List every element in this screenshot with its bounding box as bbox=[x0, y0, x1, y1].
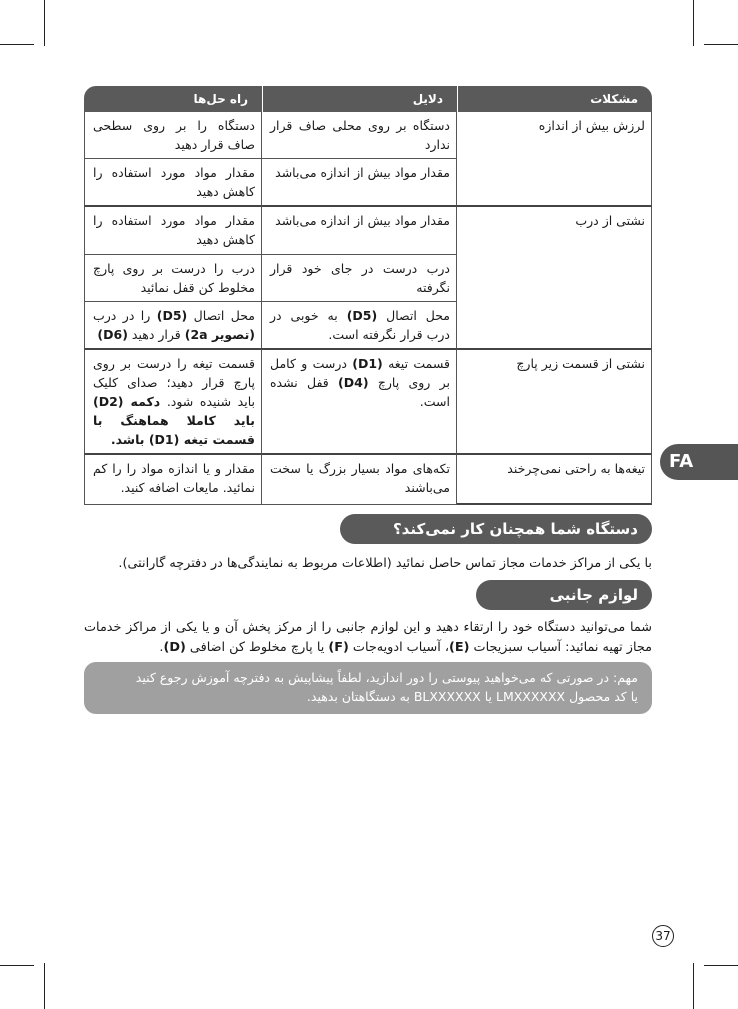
page-number: 37 bbox=[652, 925, 674, 947]
part-code: (D1) bbox=[352, 356, 383, 371]
solution-cell bbox=[84, 350, 262, 455]
part-code: (D6) bbox=[97, 327, 128, 342]
cause-text: درست و کامل بر روی پارچ bbox=[270, 356, 450, 390]
solution-cell: مقدار و یا اندازه مواد را را کم نمائید. مایعات اضافه کنید. bbox=[84, 455, 262, 505]
accessories-text: شما می‌توانید دستگاه خود را ارتقاء دهید و این لوازم جانبی را از مرکز پخش آن و یا یکی از مراکز خدمات مجاز تهیه نمائید: آسیاب سبزیجات bbox=[84, 620, 652, 655]
note-line: مهم: در صورتی که می‌خواهید پیوستی را دور اندازید، لطفاً پیشاپیش به دفترچه آموزش رجوع کنید bbox=[135, 670, 638, 685]
solution-cell: درب را درست بر روی پارچ مخلوط کن قفل نمائید bbox=[84, 255, 262, 302]
troubleshooting-table bbox=[84, 86, 652, 505]
crop-mark bbox=[44, 963, 45, 1009]
cause-cell: مقدار مواد بیش از اندازه می‌باشد bbox=[262, 159, 457, 207]
problem-cell: نشتی از قسمت زیر پارچ bbox=[457, 350, 652, 455]
accessories-text: . bbox=[159, 640, 164, 655]
problem-cell: تیغه‌ها به راحتی نمی‌چرخند bbox=[457, 455, 652, 505]
header-problems: مشکلات bbox=[457, 86, 652, 112]
header-solutions: راه حل‌ها bbox=[84, 86, 262, 112]
solution-text: قسمت تیغه را درست بر روی پارچ قرار دهید؛ صدای کلیک باید شنیده شود. bbox=[93, 356, 255, 409]
section-body-not-working: با یکی از مراکز خدمات مجاز تماس حاصل نمائید (اطلاعات مربوط به نمایندگی‌ها در دفترچه گارانتی). bbox=[118, 556, 652, 571]
solution-text: را در درب bbox=[93, 308, 151, 323]
cause-text: قسمت تیغه bbox=[388, 356, 450, 371]
part-code: (D4) bbox=[338, 375, 369, 390]
solution-cell: دستگاه را بر روی سطحی صاف قرار دهید bbox=[84, 112, 262, 159]
cause-cell: درب درست در جای خود قرار نگرفته bbox=[262, 255, 457, 302]
figure-ref: (تصویر 2a) bbox=[184, 327, 255, 342]
crop-mark bbox=[0, 965, 34, 966]
cause-cell: دستگاه بر روی محلی صاف قرار ندارد bbox=[262, 112, 457, 159]
crop-mark bbox=[44, 0, 45, 46]
cause-cell bbox=[262, 350, 457, 455]
header-causes: دلایل bbox=[262, 86, 457, 112]
problem-cell: لرزش بیش از اندازه bbox=[457, 112, 652, 207]
cause-text: قفل نشده است. bbox=[270, 375, 450, 409]
crop-mark bbox=[0, 44, 34, 45]
crop-mark bbox=[693, 0, 694, 46]
accessories-text: یا پارچ مخلوط کن اضافی bbox=[189, 640, 325, 655]
cause-cell bbox=[262, 302, 457, 350]
cause-cell: مقدار مواد بیش از اندازه می‌باشد bbox=[262, 207, 457, 255]
section-body-accessories bbox=[84, 618, 652, 658]
problem-cell: نشتی از درب bbox=[457, 207, 652, 350]
crop-mark bbox=[693, 963, 694, 1009]
solution-text: قرار دهید bbox=[131, 327, 181, 342]
cause-text: به خوبی در درب قرار نگرفته است. bbox=[270, 308, 450, 342]
section-title-not-working: دستگاه شما همچنان کار نمی‌کند؟ bbox=[340, 514, 652, 544]
part-code: (D5) bbox=[156, 308, 188, 323]
crop-mark bbox=[704, 44, 738, 45]
table-row bbox=[84, 455, 652, 505]
table-row bbox=[84, 207, 652, 255]
cause-cell: تکه‌های مواد بسیار بزرگ یا سخت می‌باشند bbox=[262, 455, 457, 505]
part-code: (F) bbox=[328, 640, 349, 655]
solution-cell: مقدار مواد مورد استفاده را کاهش دهید bbox=[84, 159, 262, 207]
crop-mark bbox=[704, 965, 738, 966]
note-line: یا کد محصول LMXXXXXX یا BLXXXXXX به دستگاهتان بدهید. bbox=[306, 689, 638, 704]
part-code: (E) bbox=[448, 640, 470, 655]
accessories-text: ، آسیاب ادویه‌جات bbox=[352, 640, 449, 655]
section-title-accessories: لوازم جانبی bbox=[476, 580, 652, 610]
cause-text: محل اتصال bbox=[386, 308, 450, 323]
solution-bold-text: دکمه (D2) باید کاملا هماهنگ با قسمت تیغه (D1) باشد. bbox=[93, 394, 255, 447]
table-row bbox=[84, 350, 652, 455]
language-tab: FA bbox=[660, 444, 738, 480]
solution-text: محل اتصال bbox=[193, 308, 255, 323]
important-note bbox=[84, 662, 652, 714]
table-header-row bbox=[84, 86, 652, 112]
part-code: (D5) bbox=[346, 308, 378, 323]
table-row bbox=[84, 112, 652, 159]
solution-cell: مقدار مواد مورد استفاده را کاهش دهید bbox=[84, 207, 262, 255]
part-code: (D) bbox=[163, 640, 186, 655]
solution-cell bbox=[84, 302, 262, 350]
